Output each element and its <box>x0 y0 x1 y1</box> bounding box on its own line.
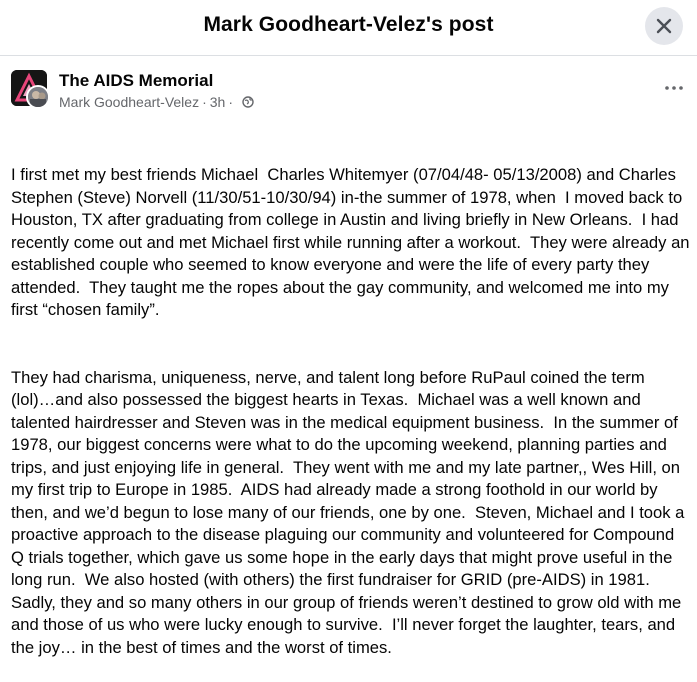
group-name-link[interactable]: The AIDS Memorial <box>59 71 214 90</box>
close-button[interactable] <box>645 7 683 45</box>
dialog-title: Mark Goodheart-Velez's post <box>203 13 494 36</box>
meta-separator: · <box>202 94 207 110</box>
meta-separator: · <box>228 94 233 110</box>
globe-icon <box>242 96 254 108</box>
post-meta <box>59 94 254 110</box>
post-paragraph: They had charisma, uniqueness, nerve, and talent long before RuPaul coined the term (lol)…and also possessed the biggest hearts in Texas. Michael was a well known and talented hairdresser and Steven was in the medical equipment business. In the summer of 1978, our biggest concerns were what to do the upcoming weekend, planning parties and trips, and just enjoying life in general. They went with me and my late partner,, Wes Hill, on my first trip to Europe in 1985. AIDS had already made a strong foothold in our world by then, and we’d begun to lose many of our friends, one by one. Steven, Michael and I took a proactive approach to the disease plaguing our community and volunteered for Compound Q trials together, which gave us some hope in the early days that might prove useful in the long run. We also hosted (with others) the first fundraiser for GRID (pre-AIDS) in 1981. Sadly, they and so many others in our group of friends weren’t destined to grow old with me and those of us who were lucky enough to survive. I’ll never forget the laughter, tears, and the joy… in the best of times and the worst of times. <box>11 367 690 657</box>
post-header <box>11 70 687 114</box>
post-time[interactable]: 3h <box>209 94 226 110</box>
dialog-header <box>0 0 697 56</box>
author-name-link[interactable]: Mark Goodheart-Velez <box>59 94 200 110</box>
close-icon <box>656 18 672 34</box>
post-paragraph: I first met my best friends Michael Charles Whitemyer (07/04/48- 05/13/2008) and Charles Stephen (Steve) Norvell (11/30/51-10/30/94) in-the summer of 1978, when I moved back to Houston, TX after graduating from college in Austin and living briefly in New Orleans. I had recently come out and met Michael first while running after a workout. They were already an established couple who seemed to know everyone and were the life of every party they attended. They taught me the ropes about the gay community, and welcomed me into my first “chosen family”. <box>11 165 695 319</box>
more-options-icon <box>665 86 683 90</box>
more-options-button[interactable] <box>659 76 689 100</box>
author-avatar[interactable] <box>26 85 50 109</box>
post-text <box>11 119 695 682</box>
